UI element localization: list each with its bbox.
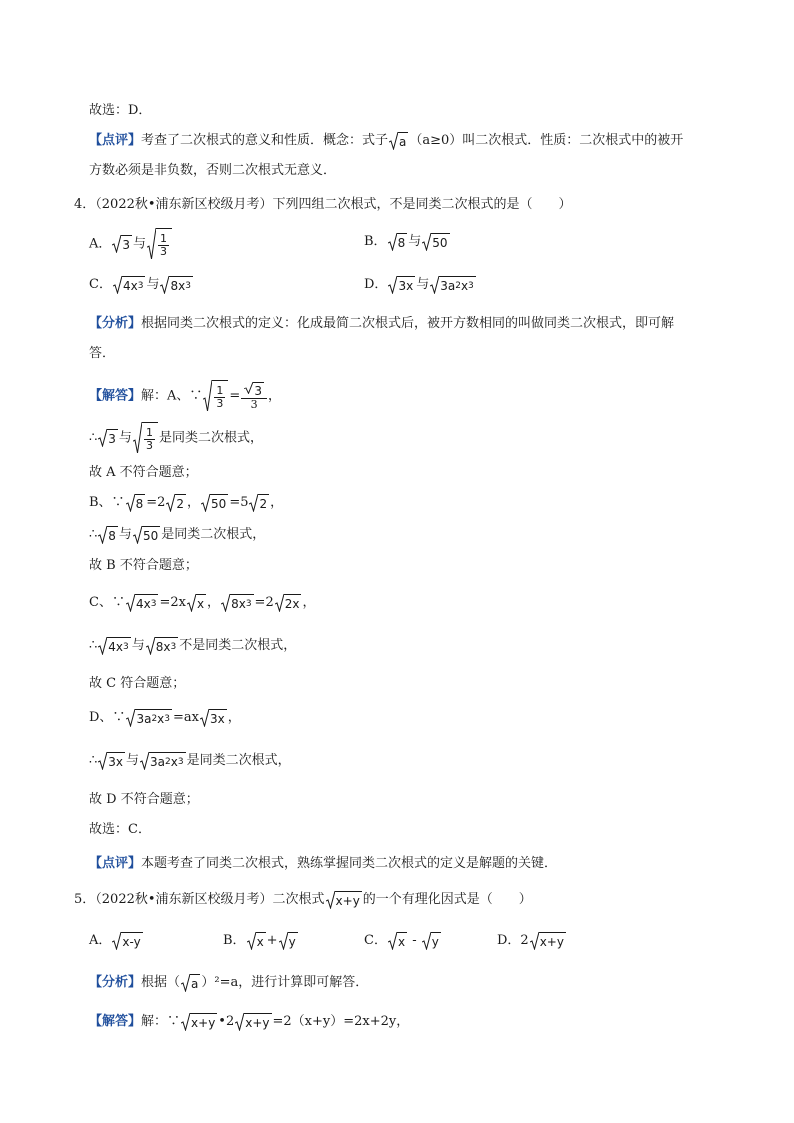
solution-2: 【解答】解：∵ x+y •2 x+y =2（x+y）=2x+2y， (89, 1014, 410, 1030)
analysis-line-1: 【分析】根据同类二次根式的定义：化成最简二次根式后，被开方数相同的叫做同类二次根式，即可解 (89, 316, 675, 331)
solution-d-3: 故 D 不符合题意； (89, 792, 199, 807)
solution-d-2: ∴ 3x 与 3a 2 x 3 是同类二次根式， (89, 753, 291, 769)
analysis-2: 【分析】根据（ a ）²=a，进行计算即可解答． (89, 975, 369, 991)
sqrt-a: a (389, 132, 408, 150)
sqrt-8x3: 8x 3 (160, 276, 192, 294)
q4-option-c: C． 4x 3 与 8x 3 (89, 277, 191, 293)
solution-b-2: ∴ 8 与 50 是同类二次根式， (89, 527, 266, 543)
sqrt-one-third: $\frac{1}{3}$ (203, 380, 228, 412)
sqrt-50: 50 (422, 233, 449, 251)
solution-b-3: 故 B 不符合题意； (89, 558, 198, 573)
solution-a-1: 【解答】解：A、∵ $\frac{1}{3}$ = $\frac{3}{3}$ ， (89, 380, 281, 412)
answer-line: 故选：D． (89, 103, 152, 118)
solution-c-3: 故 C 符合题意； (89, 676, 186, 691)
comment-line-1: 【点评】考查了二次根式的意义和性质．概念：式子 a （a≥0）叫二次根式．性质：二次根式中的被开 (89, 133, 684, 149)
question-5: 5．（2022秋•浦东新区校级月考）二次根式 x+y 的一个有理化因式是（ ） (74, 892, 532, 908)
q5-option-a: A． x-y (89, 933, 141, 949)
solution-a-2: ∴ 3 与 $\frac{1}{3}$ 是同类二次根式， (89, 422, 263, 454)
solution-c-1: C、∵ 4x 3 =2x x ， 8x 3 =2 2x ， (89, 595, 316, 611)
sqrt-3a2x3: 3a 2 x 3 (430, 276, 476, 294)
sqrt-4x3: 4x 3 (113, 276, 145, 294)
q5-option-c: C． x - y (364, 933, 439, 949)
solution-c-2: ∴ 4x 3 与 8x 3 不是同类二次根式， (89, 638, 297, 654)
choose-c: 故选：C． (89, 822, 151, 837)
sqrt-one-third: $\frac{1}{3}$ (147, 228, 172, 260)
q5-option-b: B． x + y (223, 933, 296, 949)
analysis-line-2: 答． (89, 346, 116, 361)
solution-a-3: 故 A 不符合题意； (89, 465, 198, 480)
comment-2: 【点评】本题考查了同类二次根式，熟练掌握同类二次根式的定义是解题的关键． (89, 856, 558, 871)
question-4: 4．（2022秋•浦东新区校级月考）下列四组二次根式，不是同类二次根式的是（ ） (74, 197, 572, 212)
q4-option-a: A． 3 与 $\frac{1}{3}$ (89, 228, 173, 260)
comment-tag: 【点评】 (89, 133, 142, 148)
comment-line-2: 方数必须是非负数，否则二次根式无意义． (89, 163, 337, 178)
solution-d-1: D、∵ 3a 2 x 3 =ax 3x ， (89, 710, 241, 726)
q5-option-d: D．2 x+y (497, 933, 564, 949)
q4-option-d: D． 3x 与 3a 2 x 3 (364, 277, 474, 293)
solution-b-1: B、∵ 8 =2 2 ， 50 =5 2 ， (89, 495, 284, 511)
q4-option-b: B． 8 与 50 (364, 234, 448, 250)
sqrt-3x: 3x (388, 276, 415, 294)
sqrt-3: 3 (112, 235, 132, 253)
sqrt-8: 8 (388, 233, 408, 251)
